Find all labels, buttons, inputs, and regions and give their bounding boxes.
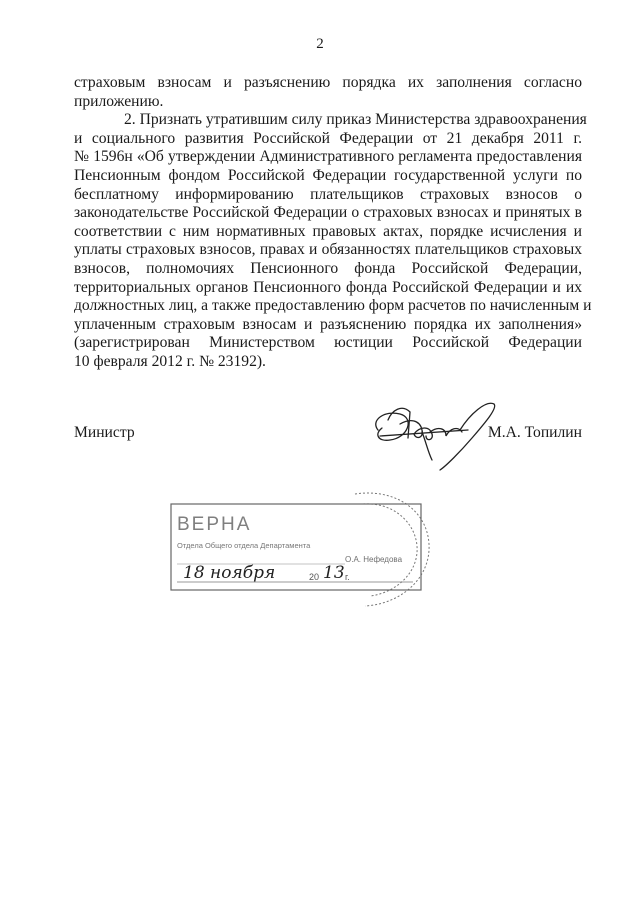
text-line: соответствии с ним нормативных правовых актах, порядке исчисления и bbox=[74, 222, 582, 240]
stamp-year-prefix: 20 bbox=[309, 572, 320, 582]
document-body bbox=[74, 74, 592, 372]
text-line: должностных лиц, а также предоставлению форм расчетов по начисленным и bbox=[74, 297, 592, 315]
minister-name: М.А. Топилин bbox=[487, 424, 582, 441]
stamp-heading: ВЕРНА bbox=[177, 514, 252, 535]
text-line: уплаты страховых взносов, правах и обязанностях плательщиков страховых bbox=[74, 241, 582, 259]
stamp-line-1: Отдела Общего отдела Департамента bbox=[177, 541, 311, 550]
text-line: уплаченным страховым взносам и разъяснению порядка их заполнения» bbox=[74, 315, 582, 333]
text-line: (зарегистрирован Министерством юстиции Российской Федерации bbox=[74, 334, 582, 352]
text-line: 2. Признать утратившим силу приказ Министерства здравоохранения bbox=[124, 111, 587, 129]
stamp-year-suffix: г. bbox=[345, 572, 350, 582]
text-line: территориальных органов Пенсионного фонда Российской Федерации и их bbox=[74, 278, 582, 296]
text-line: 10 февраля 2012 г. № 23192). bbox=[74, 352, 266, 370]
text-line: законодательстве Российской Федерации о страховых взносах и принятых в bbox=[74, 204, 582, 222]
paragraph-1 bbox=[74, 74, 582, 111]
stamp-line-2: О.А. Нефедова bbox=[345, 555, 403, 564]
minister-title: Министр bbox=[74, 424, 135, 441]
text-line: Пенсионным фондом Российской Федерации государственной услуги по bbox=[74, 166, 582, 184]
certification-stamp bbox=[165, 488, 435, 613]
stamp-handwritten-year: 13 bbox=[323, 563, 345, 583]
paragraph-2 bbox=[74, 111, 592, 371]
text-line: № 1596н «Об утверждении Административного регламента предоставления bbox=[74, 148, 582, 166]
text-line: бесплатному информированию плательщиков страховых взносов о bbox=[74, 185, 582, 203]
text-line: и социального развития Российской Федерации от 21 декабря 2011 г. bbox=[74, 129, 582, 147]
text-line: взносов, полномочиях Пенсионного фонда Российской Федерации, bbox=[74, 259, 582, 277]
stamp-handwritten-date: 18 ноября bbox=[183, 563, 276, 583]
signature-block bbox=[74, 424, 582, 454]
page-number: 2 bbox=[316, 36, 324, 52]
handwritten-signature bbox=[360, 390, 500, 475]
text-line: приложению. bbox=[74, 92, 164, 110]
text-line: страховым взносам и разъяснению порядка их заполнения согласно bbox=[74, 74, 582, 91]
